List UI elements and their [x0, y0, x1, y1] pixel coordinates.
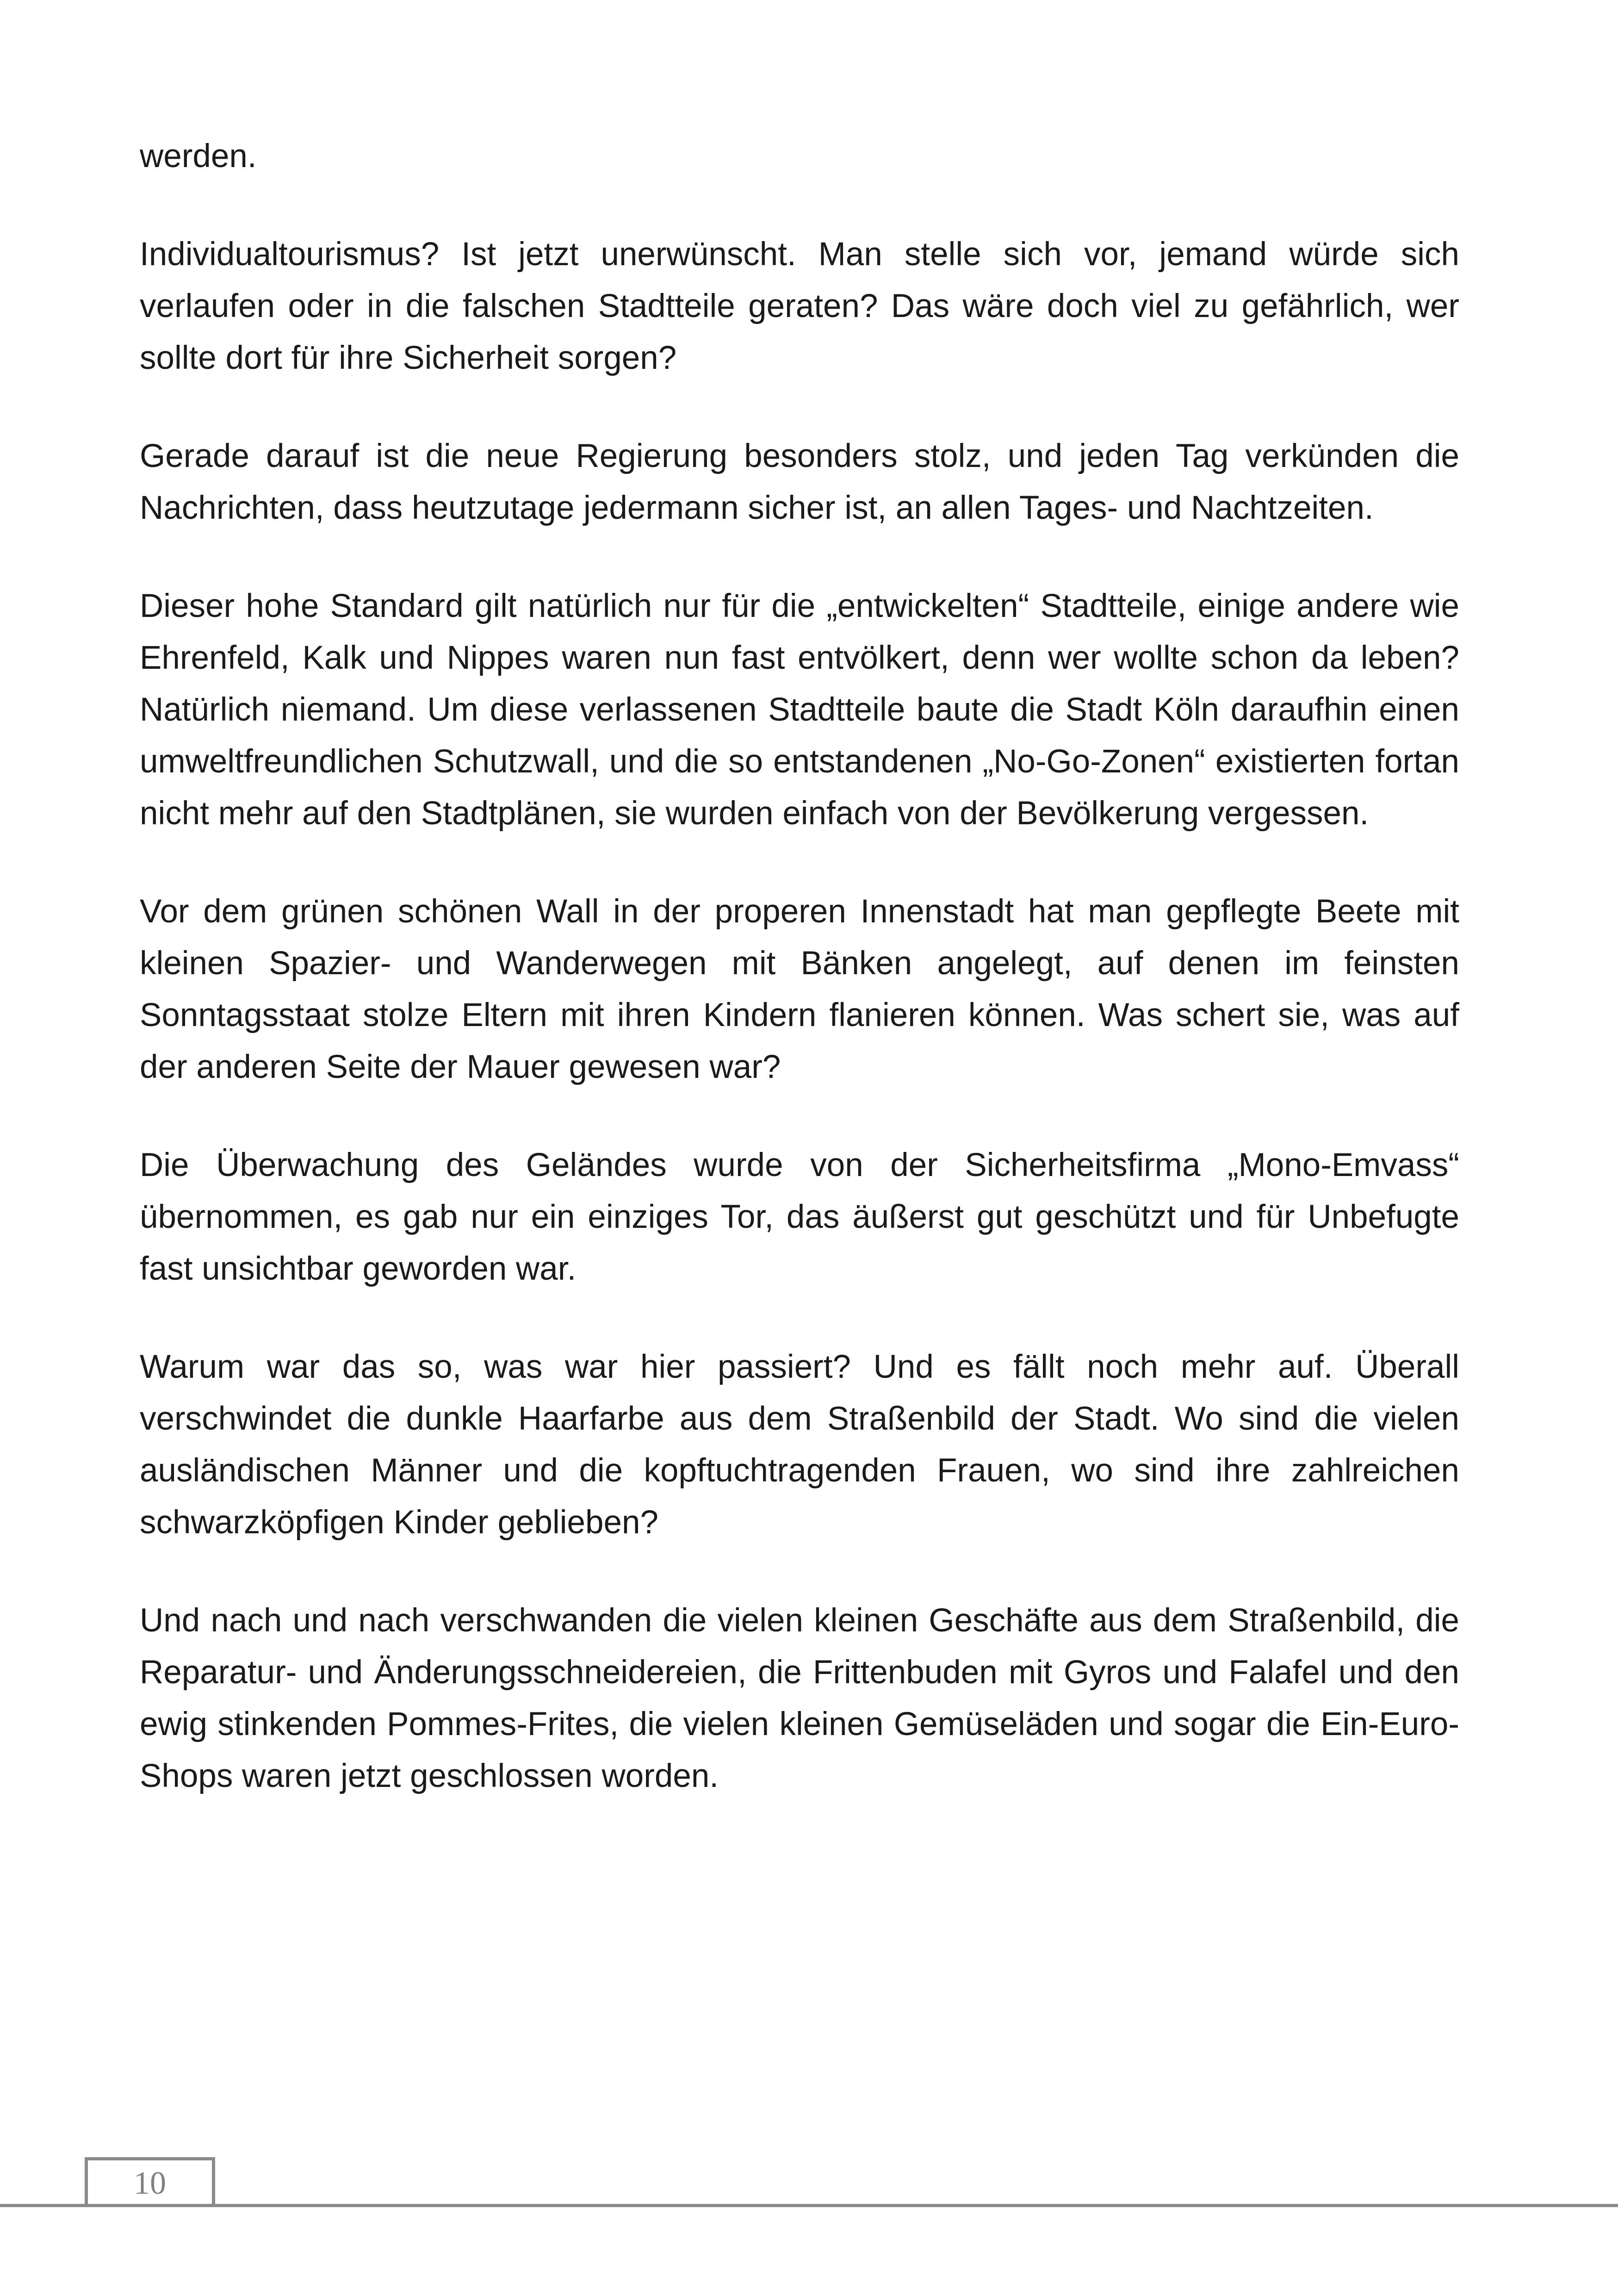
footer-rule [0, 2204, 1618, 2207]
paragraph-5: Vor dem grünen schönen Wall in der properen Innenstadt hat man gepflegte Beete mit kleinen Spazier- und Wanderwegen mit Bänken angelegt, auf denen im feinsten Sonntagsstaat stolze Eltern mit ihren Kindern flanieren können. Was schert sie, was auf der anderen Seite der Mauer gewesen war? [140, 893, 1459, 1085]
paragraph-2: Individualtourismus? Ist jetzt unerwünscht. Man stelle sich vor, jemand würde sich verlaufen oder in die falschen Stadtteile geraten? Das wäre doch viel zu gefährlich, wer sollte dort für ihre Sicherheit sorgen? [140, 236, 1459, 376]
paragraph-8: Und nach und nach verschwanden die vielen kleinen Geschäfte aus dem Straßenbild, die Reparatur- und Änderungsschneidereien, die Frittenbuden mit Gyros und Falafel und den ewig stinkenden Pommes-Frites, die vielen kleinen Gemüseläden und sogar die Ein-Euro- Shops waren jetzt geschlossen worden. [140, 1602, 1459, 1794]
paragraph-3: Gerade darauf ist die neue Regierung besonders stolz, und jeden Tag verkünden die Nachrichten, dass heutzutage jedermann sicher ist, an allen Tages- und Nachtzeiten. [140, 438, 1459, 526]
page-number: 10 [134, 2165, 166, 2201]
page-number-tab [85, 2157, 215, 2204]
paragraph-7: Warum war das so, was war hier passiert? Und es fällt noch mehr auf. Überall verschwindet die dunkle Haarfarbe aus dem Straßenbild der Stadt. Wo sind die vielen ausländischen Männer und die kopftuchtragenden Frauen, wo sind ihre zahlreichen schwarzköpfigen Kinder geblieben? [140, 1349, 1459, 1541]
paragraph-4: Dieser hohe Standard gilt natürlich nur für die „entwickelten“ Stadtteile, einige andere wie Ehrenfeld, Kalk und Nippes waren nun fast entvölkert, denn wer wollte schon da leben? Natürlich niemand. Um diese verlassenen Stadtteile baute die Stadt Köln daraufhin einen umweltfreundlichen Schutzwall, und die so entstandenen „No-Go-Zonen“ existierten fortan nicht mehr auf den Stadtplänen, sie wurden einfach von der Bevölkerung vergessen. [140, 588, 1459, 832]
paragraph-6: Die Überwachung des Geländes wurde von der Sicherheitsfirma „Mono-Emvass“ übernommen, es gab nur ein einziges Tor, das äußerst gut geschützt und für Unbefugte fast unsichtbar geworden war. [140, 1147, 1459, 1287]
paragraph-1: werden. [140, 138, 257, 174]
body-text [140, 131, 1459, 1848]
